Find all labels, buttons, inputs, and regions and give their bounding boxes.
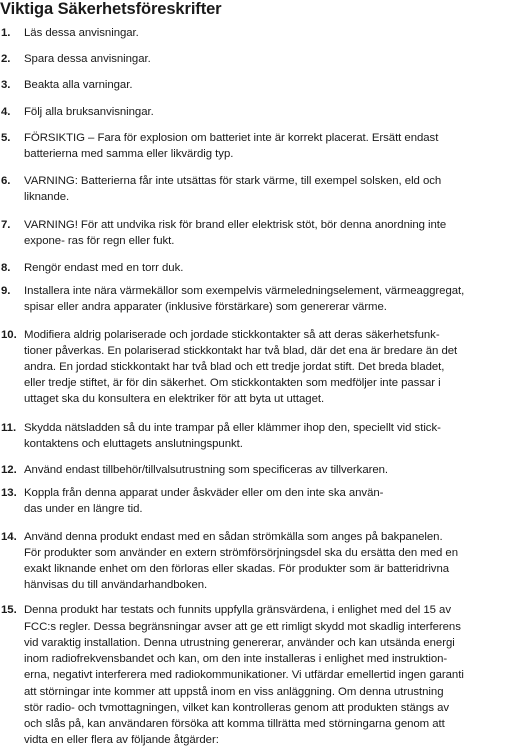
- list-item: [0, 104, 515, 120]
- item-number: 13.: [1, 487, 17, 500]
- list-item: [0, 420, 515, 452]
- item-number: 8.: [1, 262, 11, 275]
- safety-instructions-list: [0, 25, 515, 748]
- item-text: Använd endast tillbehör/tillvalsutrustning som specificeras av tillverkaren.: [24, 464, 389, 477]
- item-text: Koppla från denna apparat under åskväder eller om den inte ska använ- das under en längre tid.: [24, 487, 384, 516]
- item-number: 10.: [1, 328, 17, 341]
- list-item: [0, 283, 515, 315]
- list-item: [0, 602, 515, 748]
- item-text: Denna produkt har testats och funnits uppfylla gränsvärdena, i enlighet med del 15 av FCC:s regler. Dessa begränsningar avser att ge ett rimligt skydd mot skadlig interferens vid varaktig installation. Denna utrustning genererar, använder och kan utsända energi inom radiofrekvensbandet och kan, om den inte installeras i enlighet med instruktion- erna, negativt interferera med radiokommunikationer. Vi utfärdar emellertid ingen garanti att störningar inte kommer att uppstå inom en viss anläggning. Om denna utrustning stör radio- och tvmottagningen, vilket kan kontrolleras genom att produkten stängs av och slås på, kan användaren försöka att komma tillrätta med störningarna genom att vidta en eller flera av följande åtgärder:: [24, 604, 464, 747]
- item-text: Skydda nätsladden så du inte trampar på eller klämmer ihop den, speciellt vid stick- kontaktens och eluttagets anslutningspunkt.: [24, 421, 441, 450]
- list-item: [0, 485, 515, 517]
- list-item: [0, 130, 515, 162]
- item-number: 7.: [1, 218, 11, 231]
- list-item: [0, 529, 515, 594]
- list-item: [0, 462, 515, 478]
- item-text: VARNING: Batterierna får inte utsättas för stark värme, till exempel solsken, eld och liknande.: [24, 175, 442, 204]
- list-item: [0, 173, 515, 205]
- page-title: Viktiga Säkerhetsföreskrifter: [0, 0, 222, 18]
- item-number: 14.: [1, 530, 17, 543]
- item-text: Beakta alla varningar.: [24, 79, 133, 92]
- list-item: [0, 51, 515, 67]
- item-text: Rengör endast med en torr duk.: [24, 262, 184, 275]
- item-number: 15.: [1, 604, 17, 617]
- item-number: 3.: [1, 79, 11, 92]
- list-item: [0, 260, 515, 276]
- item-number: 9.: [1, 285, 11, 298]
- item-text: Använd denna produkt endast med en sådan strömkälla som anges på bakpanelen. För produkter som använder en extern strömförsörjningsdel ska du ersätta den med en exakt liknande enhet om den förloras eller skadas. För produkter som är batteridrivna hänvisas du till användarhandboken.: [24, 530, 458, 592]
- item-number: 2.: [1, 53, 11, 66]
- item-text: Läs dessa anvisningar.: [24, 27, 139, 39]
- list-item: [0, 25, 515, 41]
- item-text: Modifiera aldrig polariserade och jordade stickkontakter så att deras säkerhetsfunk- tioner påverkas. En polariserad stickkontakt har två blad, där det ena är bredare än det andra. En jordad stickkontakt har två blad och ett tredje jordat stift. Det breda bladet, eller tredje stiftet, är för din säkerhet. Om stickkontakten som medföljer inte passar i uttaget ska du konsultera en elektriker för att byta ut uttaget.: [24, 328, 458, 406]
- list-item: [0, 217, 515, 249]
- item-number: 5.: [1, 131, 11, 144]
- item-number: 11.: [1, 421, 17, 434]
- item-text: Installera inte nära värmekällor som exempelvis värmeledningselement, värmeaggregat, spisar eller andra apparater (inklusive förstärkare) som genererar värme.: [24, 285, 465, 314]
- item-number: 6.: [1, 175, 11, 188]
- item-number: 12.: [1, 464, 17, 477]
- item-text: Spara dessa anvisningar.: [24, 53, 151, 66]
- item-number: 4.: [1, 105, 11, 118]
- item-number: 1.: [1, 27, 11, 39]
- item-text: FÖRSIKTIG – Fara för explosion om batteriet inte är korrekt placerat. Ersätt endast batterierna med samma eller likvärdig typ.: [24, 131, 439, 161]
- item-text: VARNING! För att undvika risk för brand eller elektrisk stöt, bör denna anordning inte expone- ras för regn eller fukt.: [24, 218, 447, 247]
- list-item: [0, 77, 515, 93]
- item-text: Följ alla bruksanvisningar.: [24, 105, 154, 118]
- list-item: [0, 327, 515, 408]
